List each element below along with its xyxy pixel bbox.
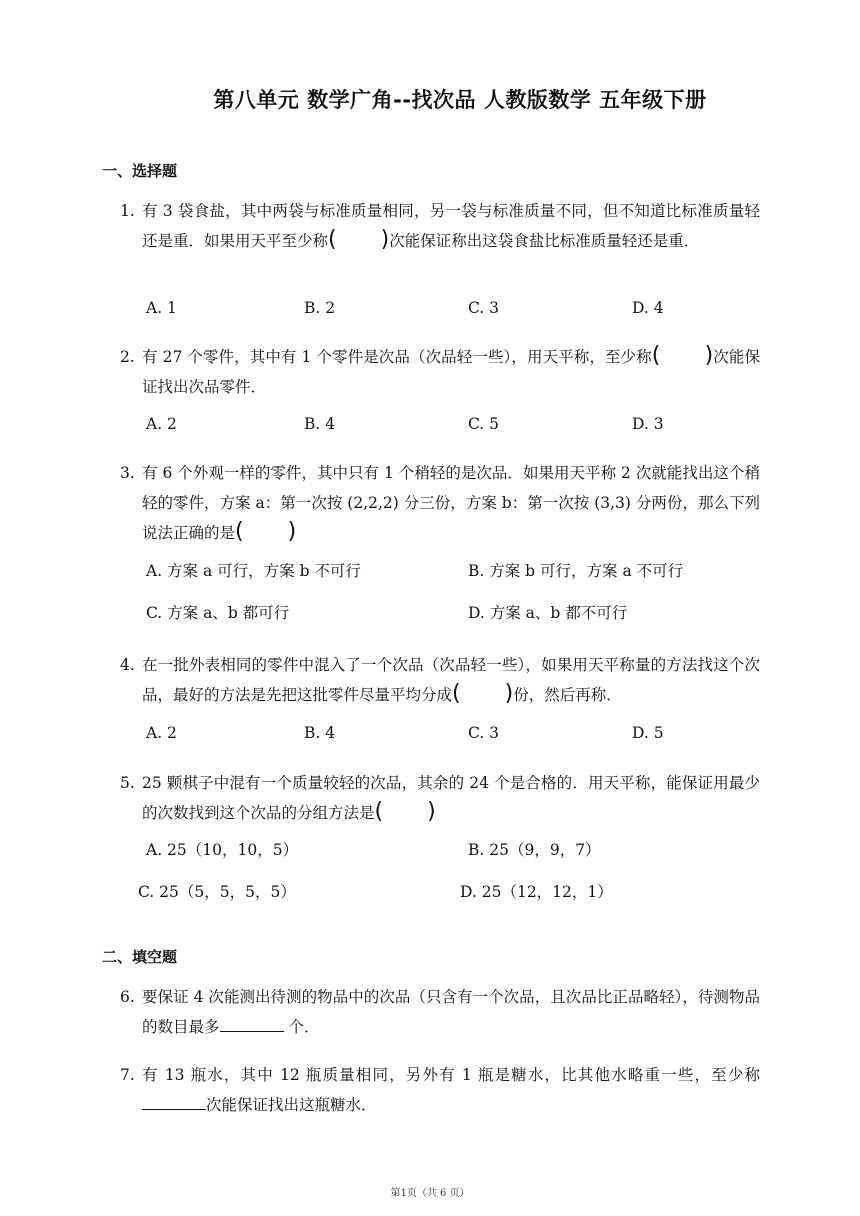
option-b: B. 4 (304, 415, 336, 433)
question-number: 2. (120, 348, 135, 366)
question-text: 25 颗棋子中混有一个质量较轻的次品，其余的 24 个是合格的．用天平称，能保证用最少的次数找到这个次品的分组方法是 (142, 774, 760, 822)
question-6 (120, 982, 760, 1042)
option-d: D. 3 (632, 415, 664, 433)
answer-parentheses: ( ) (374, 799, 436, 824)
question-number: 7. (120, 1066, 135, 1084)
section-heading-choice: 一、选择题 (102, 162, 178, 180)
question-text: 有 27 个零件，其中有 1 个零件是次品（次品轻一些），用天平称，至少称 (142, 348, 652, 366)
option-c: C. 3 (468, 724, 500, 742)
question-number: 5. (120, 774, 135, 792)
question-number: 1. (120, 202, 135, 220)
page-footer: 第1页（共 6 页） (390, 1188, 470, 1199)
question-text: 有 6 个外观一样的零件，其中只有 1 个稍轻的是次品．如果用天平称 2 次就能找出这个稍轻的零件，方案 a：第一次按 (2,2,2) 分三份，方案 b：第一次按 (3,3) 分两份，那么下列说法正确的是 (142, 464, 760, 542)
option-a: A. 2 (146, 415, 177, 433)
question-2 (120, 342, 760, 402)
option-c: C. 25（5，5，5，5） (138, 883, 296, 901)
question-text: 有 13 瓶水，其中 12 瓶质量相同，另外有 1 瓶是糖水，比其他水略重一些，至少称 (142, 1066, 760, 1084)
option-b: B. 2 (304, 299, 336, 317)
option-a: A. 2 (146, 724, 177, 742)
question-text: 次能保证找出这瓶糖水． (206, 1096, 377, 1114)
answer-parentheses: ( ) (328, 227, 390, 252)
question-text: 个． (283, 1018, 320, 1036)
answer-parentheses: ( ) (235, 519, 297, 544)
question-number: 3. (120, 464, 135, 482)
question-text: 要保证 4 次能测出待测的物品中的次品（只含有一个次品，且次品比正品略轻），待测物品的数目最多 (142, 988, 760, 1036)
option-a: A. 1 (146, 299, 177, 317)
question-1 (120, 196, 760, 256)
question-3 (120, 458, 760, 548)
option-a: A. 方案 a 可行，方案 b 不可行 (146, 562, 361, 580)
option-b: B. 4 (304, 724, 336, 742)
option-d: D. 5 (632, 724, 664, 742)
answer-parentheses: ( ) (452, 681, 514, 706)
answer-blank (142, 1091, 206, 1110)
option-c: C. 5 (468, 415, 500, 433)
question-text: 有 3 袋食盐，其中两袋与标准质量相同，另一袋与标准质量不同，但不知道比标准质量轻还是重．如果用天平至少称 (142, 202, 760, 250)
option-d: D. 4 (632, 299, 664, 317)
question-text: 在一批外表相同的零件中混入了一个次品（次品轻一些），如果用天平称量的方法找这个次品，最好的方法是先把这批零件尽量平均分成 (142, 656, 760, 704)
question-7 (120, 1060, 760, 1120)
answer-parentheses: ( ) (651, 343, 714, 368)
question-number: 4. (120, 656, 135, 674)
question-4 (120, 650, 760, 710)
option-a: A. 25（10，10，5） (146, 841, 299, 859)
page-title: 第八单元 数学广角--找次品 人教版数学 五年级下册 (213, 88, 707, 112)
question-text: 次能保证找出次品零件． (142, 348, 760, 396)
question-number: 6. (120, 988, 135, 1006)
option-d: D. 25（12，12，1） (460, 883, 613, 901)
question-text: 份，然后再称． (513, 686, 622, 704)
option-b: B. 方案 b 可行，方案 a 不可行 (468, 562, 684, 580)
answer-blank (220, 1013, 284, 1032)
option-b: B. 25（9，9，7） (468, 841, 601, 859)
question-5 (120, 768, 760, 828)
option-c: C. 方案 a、b 都可行 (146, 604, 290, 622)
section-heading-fill: 二、填空题 (102, 948, 178, 966)
question-text: 次能保证称出这袋食盐比标准质量轻还是重． (389, 232, 700, 250)
option-d: D. 方案 a、b 都不可行 (468, 604, 628, 622)
option-c: C. 3 (468, 299, 500, 317)
